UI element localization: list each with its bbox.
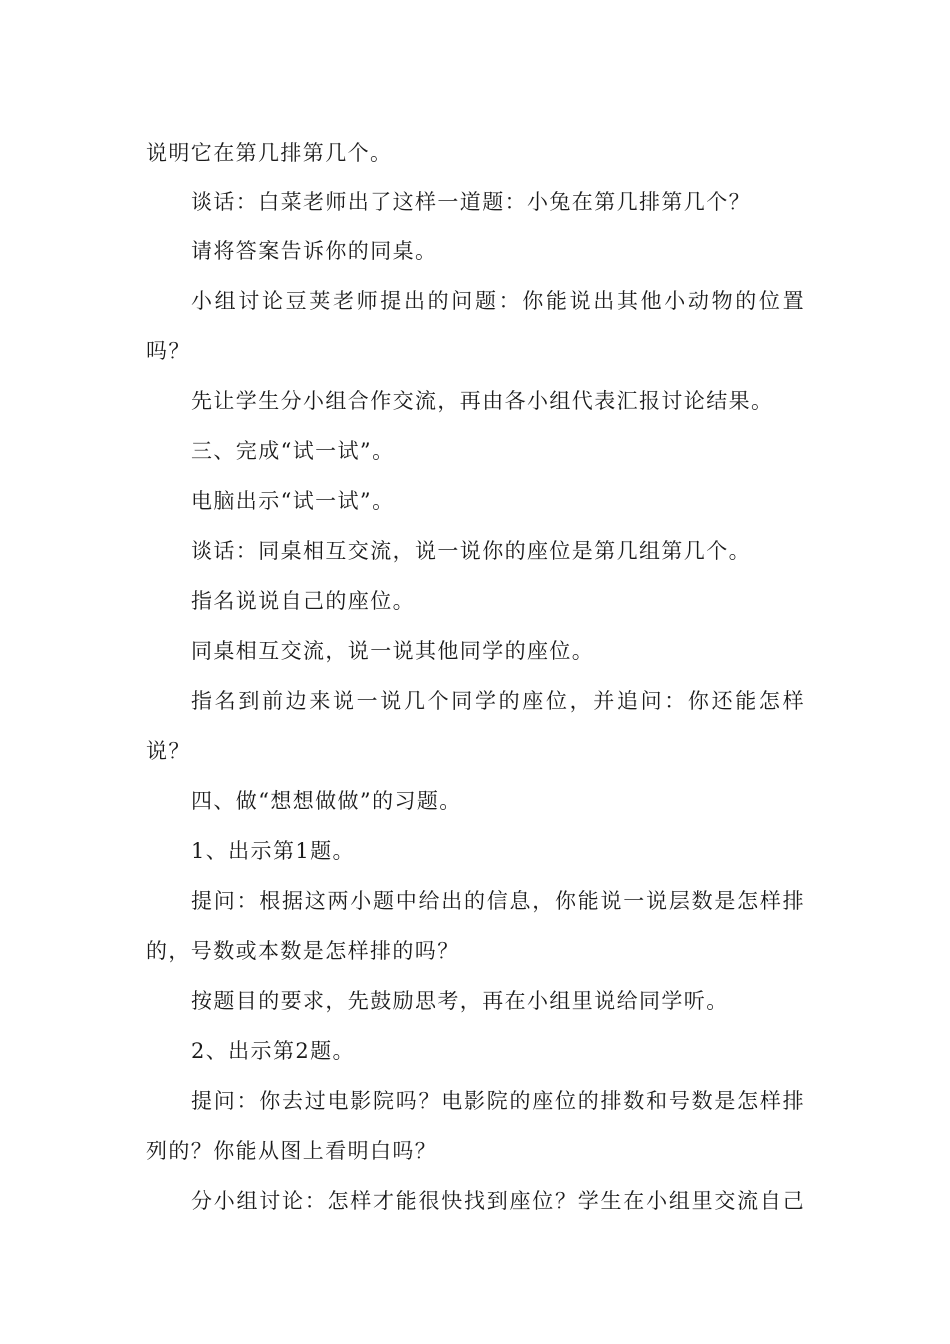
text-line: 同桌相互交流，说一说其他同学的座位。 bbox=[191, 639, 595, 663]
text-line: 请将答案告诉你的同桌。 bbox=[191, 239, 438, 263]
section-heading: 三、完成“试一试”。 bbox=[191, 439, 395, 463]
text-line: 谈话：同桌相互交流，说一说你的座位是第几组第几个。 bbox=[191, 539, 751, 563]
text-line: 吗？ bbox=[146, 339, 191, 363]
section-heading: 四、做“想想做做”的习题。 bbox=[191, 789, 462, 813]
text-line: 提问：根据这两小题中给出的信息，你能说一说层数是怎样排 bbox=[191, 889, 805, 913]
text-line: 指名说说自己的座位。 bbox=[191, 589, 415, 613]
text-line: 先让学生分小组合作交流，再由各小组代表汇报讨论结果。 bbox=[191, 389, 774, 413]
text-line: 说明它在第几排第几个。 bbox=[146, 141, 393, 165]
text-line: 列的？你能从图上看明白吗？ bbox=[146, 1139, 438, 1163]
text-line: 谈话：白菜老师出了这样一道题：小兔在第几排第几个？ bbox=[191, 190, 751, 214]
text-line: 电脑出示“试一试”。 bbox=[191, 489, 395, 513]
text-line: 提问：你去过电影院吗？电影院的座位的排数和号数是怎样排 bbox=[191, 1089, 805, 1113]
text-line: 1、出示第1题。 bbox=[191, 839, 355, 863]
text-line: 小组讨论豆荚老师提出的问题：你能说出其他小动物的位置 bbox=[191, 289, 805, 313]
text-line: 指名到前边来说一说几个同学的座位，并追问：你还能怎样 bbox=[191, 689, 805, 713]
text-line: 分小组讨论：怎样才能很快找到座位？学生在小组里交流自己 bbox=[191, 1189, 805, 1213]
text-line: 按题目的要求，先鼓励思考，再在小组里说给同学听。 bbox=[191, 989, 729, 1013]
text-line: 说？ bbox=[146, 739, 191, 763]
text-line: 2、出示第2题。 bbox=[191, 1039, 355, 1063]
text-line: 的，号数或本数是怎样排的吗？ bbox=[146, 939, 460, 963]
